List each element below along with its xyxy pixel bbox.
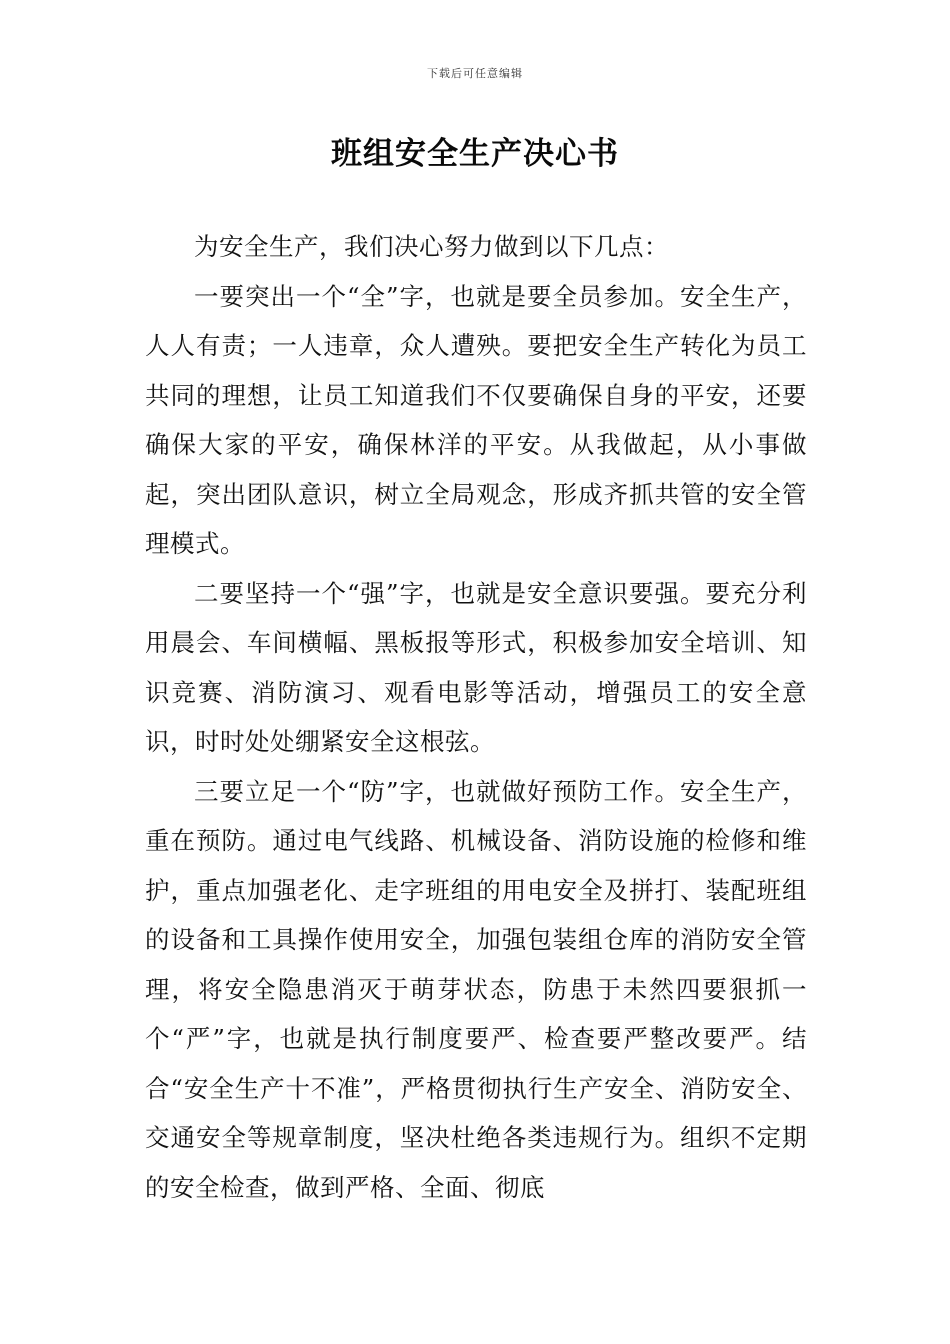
paragraph-two: 二要坚持一个“强”字，也就是安全意识要强。要充分利用晨会、车间横幅、黑板报等形式，积极参加安全培训、知识竞赛、消防演习、观看电影等活动，增强员工的安全意识，时时处处绷紧安全这根弦。 bbox=[145, 578, 807, 756]
paragraph-intro: 为安全生产，我们决心努力做到以下几点： bbox=[194, 232, 669, 261]
paragraph-one: 一要突出一个“全”字，也就是要全员参加。安全生产，人人有责；一人违章，众人遭殃。要把安全生产转化为员工共同的理想，让员工知道我们不仅要确保自身的平安，还要确保大家的平安，确保林洋的平安。从我做起，从小事做起，突出团队意识，树立全局观念，形成齐抓共管的安全管理模式。 bbox=[145, 281, 807, 558]
header-note: 下载后可任意编辑 bbox=[427, 67, 523, 80]
document-body bbox=[145, 222, 807, 1212]
paragraph-three: 三要立足一个“防”字，也就做好预防工作。安全生产，重在预防。通过电气线路、机械设备、消防设施的检修和维护，重点加强老化、走字班组的用电安全及拼打、装配班组的设备和工具操作使用安全，加强包装组仓库的消防安全管理，将安全隐患消灭于萌芽状态，防患于未然四要狠抓一个“严”字，也就是执行制度要严、检查要严整改要严。结合“安全生产十不准”，严格贯彻执行生产安全、消防安全、交通安全等规章制度，坚决杜绝各类违规行为。组织不定期的安全检查，做到严格、全面、彻底 bbox=[145, 776, 807, 1202]
document-title: 班组安全生产决心书 bbox=[331, 136, 619, 172]
